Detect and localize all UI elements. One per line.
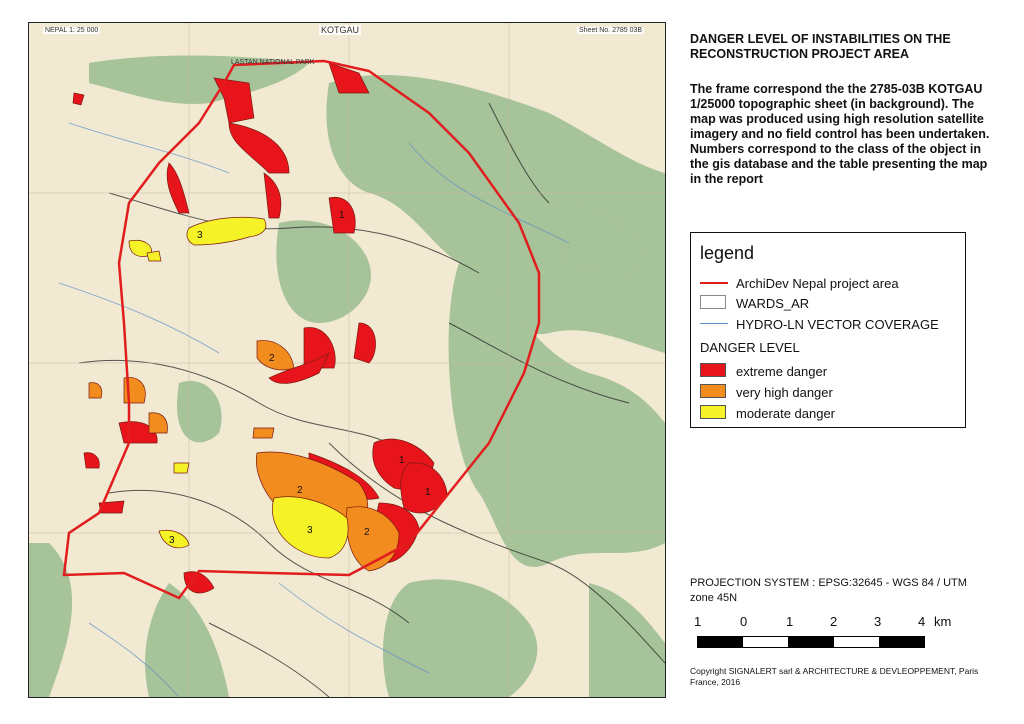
zone-label: 3 [197,230,203,241]
copyright: Copyright SIGNALERT sarl & ARCHITECTURE & DEVLEOPPEMENT, Paris France, 2016 [690,666,979,687]
sheet-scale-label: NEPAL 1: 25 000 [45,27,99,34]
orange-swatch-icon [700,384,728,400]
scale-labels [690,614,970,630]
legend-title: legend [700,243,755,263]
projection-system: PROJECTION SYSTEM : EPSG:32645 - WGS 84 / UTM zone 45N [690,577,967,604]
zone-very-high[interactable] [253,428,274,438]
scale-tick: 1 [694,614,702,629]
scale-bar [697,636,925,648]
scale-tick: 0 [740,614,748,629]
park-label: LASTAN NATIONAL PARK [231,59,315,66]
legend-item-project-area [700,273,899,293]
zone-label: 3 [169,535,175,546]
legend-label: extreme danger [736,363,828,379]
zone-label: 2 [297,485,303,496]
zone-label: 1 [399,455,405,466]
map-title: DANGER LEVEL OF INSTABILITIES ON THE RECONSTRUCTION PROJECT AREA [690,32,951,61]
legend [690,232,966,428]
legend-item-very-high [700,382,833,402]
legend-label: very high danger [736,384,833,400]
red-swatch-icon [700,363,728,379]
zone-moderate[interactable] [147,251,161,261]
scale-segment [879,637,924,647]
zone-label: 2 [269,353,275,364]
scale-tick: 2 [830,614,838,629]
legend-item-hydro [700,314,939,334]
scale-segment [743,637,788,647]
scale-segment [788,637,833,647]
legend-item-extreme [700,361,827,381]
zone-label: 1 [425,487,431,498]
legend-label: ArchiDev Nepal project area [736,275,899,291]
legend-danger-title: DANGER LEVEL [700,339,800,355]
legend-item-moderate [700,403,835,423]
legend-item-wards [700,293,809,313]
scale-segment [698,637,743,647]
legend-label: HYDRO-LN VECTOR COVERAGE [736,316,939,332]
scale-segment [834,637,879,647]
zone-label: 1 [339,210,345,221]
yellow-swatch-icon [700,405,728,421]
map-canvas[interactable] [29,23,665,697]
legend-label: WARDS_AR [736,295,810,311]
scale-tick: 3 [874,614,882,629]
map-description: The frame correspond the the 2785-03B KOTGAU 1/25000 topographic sheet (in background). The map was produced using high resolution satellite imagery and no field control has been undertaken. Numbers correspond to the class of the object in the gis database and the table presenting the map in the report [690,82,990,186]
empty-box-icon [700,295,728,311]
zone-label: 2 [364,527,370,538]
zone-label: 3 [307,525,313,536]
red-line-icon [700,275,728,291]
sheet-number-label: Sheet No. 2785 03B [579,27,643,34]
scale-unit: km [934,614,952,629]
map-frame[interactable] [28,22,666,698]
sheet-name-label: KOTGAU [321,25,360,35]
legend-label: moderate danger [736,405,836,421]
zone-moderate[interactable] [174,463,189,473]
scale-tick: 1 [786,614,794,629]
blue-line-icon [700,316,728,332]
scale-tick: 4 [918,614,926,629]
